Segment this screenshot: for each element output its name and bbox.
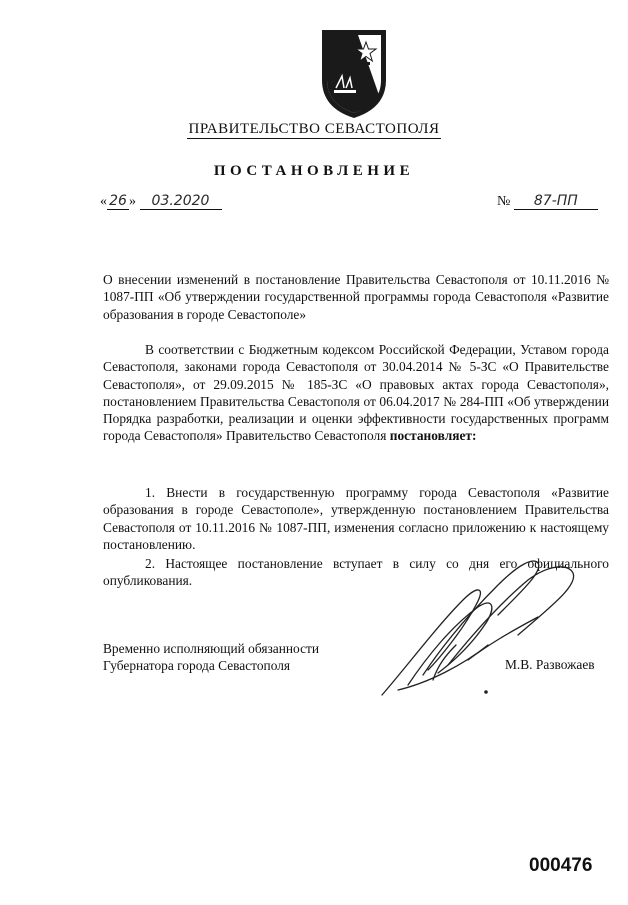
date-open-quote: « (100, 194, 107, 209)
document-title: О внесении изменений в постановление Правительства Севастополя от 10.11.2016 № 1087-ПП «Об утверждении государственной программы города Севастополя «Развитие образования в городе Севастополе» (103, 272, 609, 322)
date-month-year: 03.2020 (140, 193, 222, 210)
document-date (100, 193, 222, 210)
signatory-position-line-1: Временно исполняющий обязанности (103, 641, 320, 656)
decree-item-1: 1. Внести в государственную программу города Севастополя «Развитие образования в городе Севастополе», утвержденную постановлением Правительства Севастополя от 10.11.2016 № 1087-ПП, изменения согласно приложению к настоящему постановлению. (103, 485, 609, 552)
number-value: 87-ПП (514, 193, 598, 210)
legal-basis-text: В соответствии с Бюджетным кодексом Российской Федерации, Уставом города Севастополя, законами города Севастополя от 30.04.2014 № 5-ЗС «О Правительстве Севастополя», от 29.09.2015 № 185-ЗС «О правовых актах города Севастополя», постановлением Правительства Севастополя от 06.04.2017 № 284-ПП «Об утверждении Порядка разработки, реализации и оценки эффективности государственных программ города Севастополя» Правительство Севастополя (103, 342, 609, 444)
government-name (0, 121, 628, 138)
signatory-position-line-2: Губернатора города Севастополя (103, 658, 291, 674)
coat-of-arms-icon (318, 28, 390, 120)
form-serial-number: 000476 (529, 855, 593, 876)
document-type: ПОСТАНОВЛЕНИЕ (213, 163, 415, 179)
legal-basis-paragraph (103, 341, 609, 445)
signatory-position (103, 640, 319, 675)
signatory-name: М.В. Развожаев (505, 657, 595, 672)
government-name-text: ПРАВИТЕЛЬСТВО СЕВАСТОПОЛЯ (188, 121, 440, 137)
decree-item-2: 2. Настоящее постановление вступает в силу со дня его официального опубликования. (103, 556, 609, 589)
document-number-line (497, 193, 598, 210)
date-close-quote: » (129, 194, 136, 209)
decree-word: постановляет: (389, 428, 477, 444)
number-sign: № (497, 194, 511, 209)
date-day: 26 (107, 193, 129, 210)
handwritten-signature (368, 545, 598, 715)
